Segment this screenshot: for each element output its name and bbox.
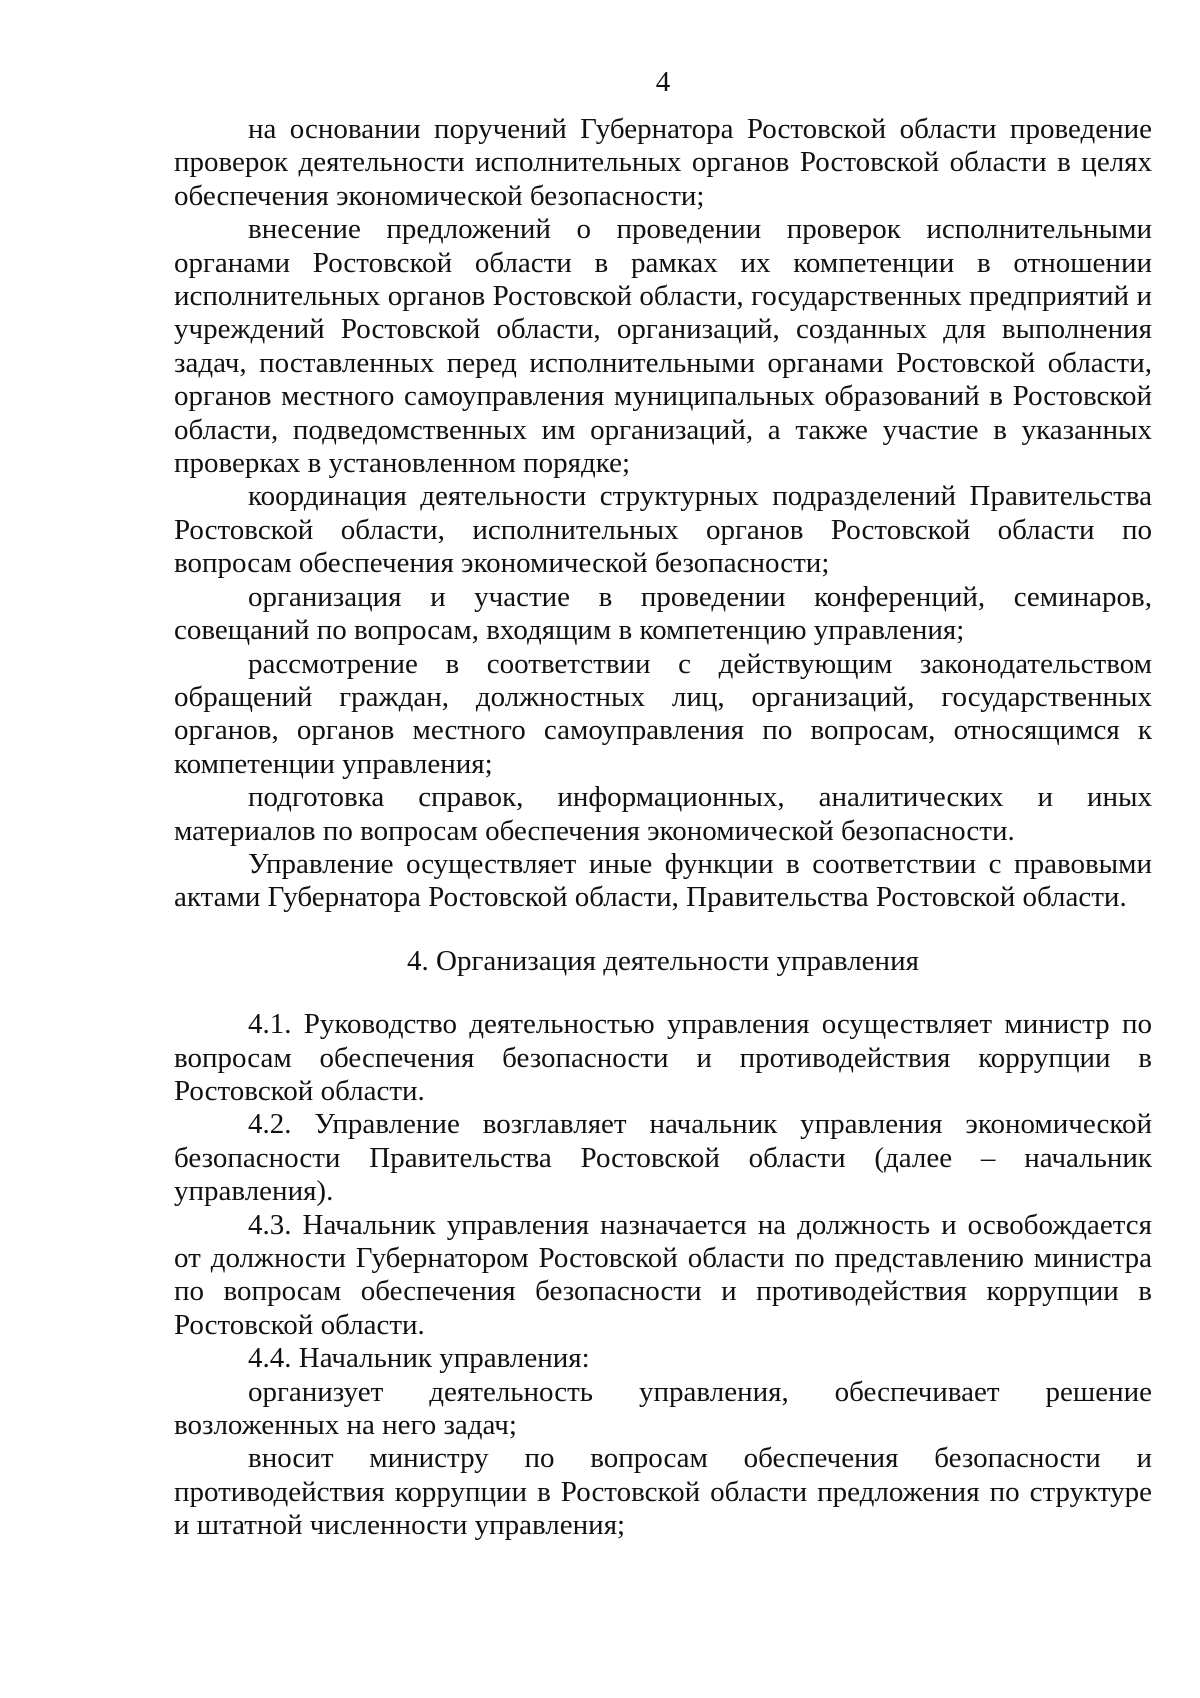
paragraph-conferences: организация и участие в проведении конференций, семинаров, совещаний по вопросам, входящим в компетенцию управления; bbox=[174, 580, 1152, 647]
paragraph-coordination: координация деятельности структурных подразделений Правительства Ростовской области, исполнительных органов Ростовской области по вопросам обеспечения экономической безопасности; bbox=[174, 480, 1152, 580]
paragraph-appeals-review: рассмотрение в соответствии с действующим законодательством обращений граждан, должностных лиц, организаций, государственных органов, органов местного самоуправления по вопросам, относящимся к компетенции управления; bbox=[174, 647, 1152, 780]
organization-section bbox=[174, 1008, 1152, 1543]
paragraph-submits-proposals: вносит министру по вопросам обеспечения безопасности и противодействия коррупции в Ростовской области предложения по структуре и штатной численности управления; bbox=[174, 1442, 1152, 1542]
document-page bbox=[174, 66, 1152, 1543]
paragraph-inspections-on-governor-instructions: на основании поручений Губернатора Ростовской области проведение проверок деятельности исполнительных органов Ростовской области в целях обеспечения экономической безопасности; bbox=[174, 113, 1152, 212]
clause-4-3: 4.3. Начальник управления назначается на должность и освобождается от должности Губернатором Ростовской области по представлению министра по вопросам обеспечения безопасности и противодействия коррупции в Ростовской области. bbox=[174, 1208, 1152, 1341]
paragraph-proposals-on-inspections: внесение предложений о проведении проверок исполнительными органами Ростовской области в рамках их компетенции в отношении исполнительных органов Ростовской области, государственных предприятий и учреждений Ростовской области, организаций, созданных для выполнения задач, поставленных перед исполнительными органами Ростовской области, органов местного самоуправления муниципальных образований в Ростовской области, подведомственных им организаций, а также участие в указанных проверках в установленном порядке; bbox=[174, 213, 1152, 480]
clause-4-4: 4.4. Начальник управления: bbox=[248, 1342, 590, 1375]
clause-4-1: 4.1. Руководство деятельностью управления осуществляет министр по вопросам обеспечения безопасности и противодействия коррупции в Ростовской области. bbox=[174, 1008, 1152, 1107]
paragraph-other-functions: Управление осуществляет иные функции в соответствии с правовыми актами Губернатора Ростовской области, Правительства Ростовской области. bbox=[174, 847, 1152, 914]
page-number: 4 bbox=[655, 66, 671, 98]
functions-section bbox=[174, 113, 1152, 915]
section-heading: 4. Организация деятельности управления bbox=[407, 944, 919, 977]
paragraph-reports-preparation: подготовка справок, информационных, аналитических и иных материалов по вопросам обеспечения экономической безопасности. bbox=[174, 781, 1152, 847]
clause-4-2: 4.2. Управление возглавляет начальник управления экономической безопасности Правительства Ростовской области (далее – начальник управления). bbox=[174, 1108, 1152, 1208]
paragraph-organizes-activity: организует деятельность управления, обеспечивает решение возложенных на него задач; bbox=[174, 1375, 1152, 1442]
